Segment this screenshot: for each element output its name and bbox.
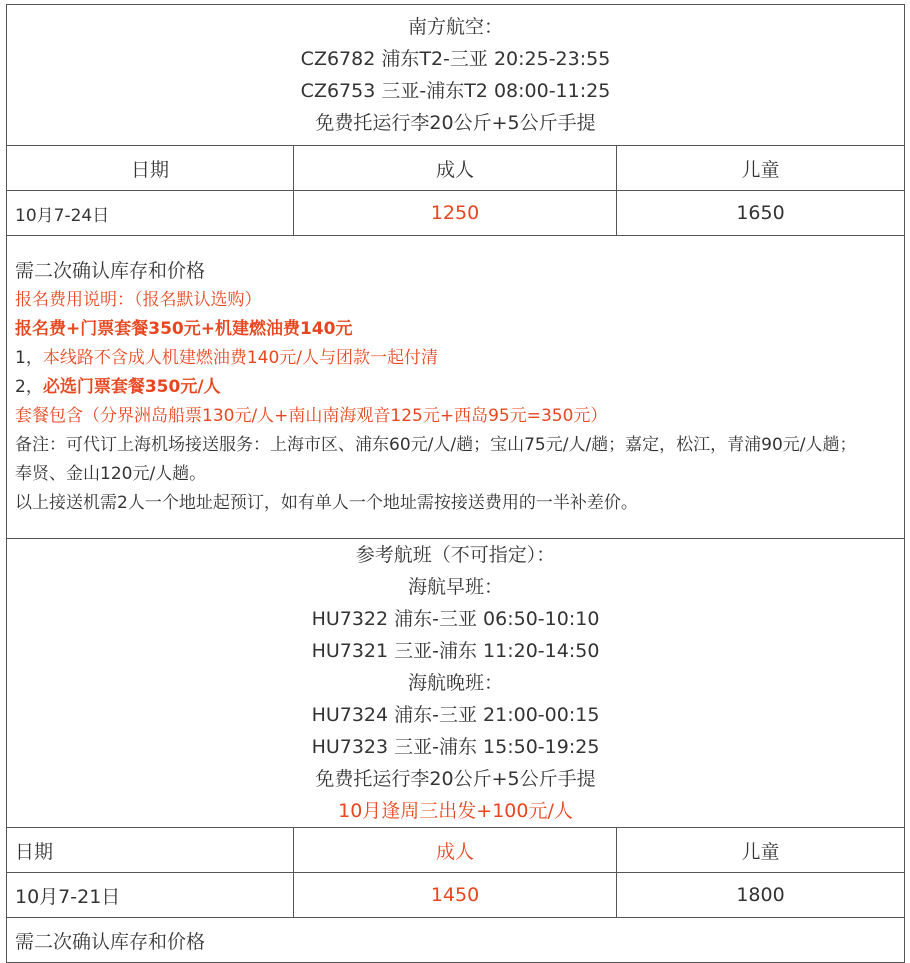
header-adult-2: 成人 (294, 828, 617, 873)
wednesday-surcharge: 10月逢周三出发+100元/人 (338, 800, 573, 822)
footer-block (7, 918, 905, 963)
cell-adult-price-2: 1450 (294, 873, 617, 918)
header-adult: 成人 (294, 146, 617, 191)
table-header-row (7, 146, 905, 191)
footer-confirm-note: 需二次确认库存和价格 (15, 930, 206, 953)
remark-transfer-2: 奉贤、金山120元/人趟。 (15, 463, 207, 484)
price-document (6, 4, 904, 963)
header-child-2: 儿童 (617, 828, 905, 873)
table-header-row-2 (7, 828, 905, 873)
confirm-note: 需二次确认库存和价格 (15, 259, 206, 282)
baggage-allowance-2: 免费托运行李20公斤+5公斤手提 (315, 768, 596, 790)
fee-title: 报名费用说明：（报名默认选购） (15, 289, 262, 310)
fee-item-1-text: 本线路不含成人机建燃油费140元/人与团款一起付清 (42, 347, 439, 368)
baggage-allowance: 免费托运行李20公斤+5公斤手提 (315, 112, 596, 134)
header-child: 儿童 (617, 146, 905, 191)
table-row-2 (7, 873, 905, 918)
flight-block-csair (7, 5, 905, 146)
table-row (7, 191, 905, 236)
remark-transfer: 备注：可代订上海机场接送服务：上海市区、浦东60元/人/趟；宝山75元/人/趟；嘉定，松江，青浦90元/人趟； (15, 434, 857, 455)
cell-date-2: 10月7-21日 (7, 873, 294, 918)
flight-outbound: CZ6782 浦东T2-三亚 20:25-23:55 (300, 48, 611, 70)
reference-flights-title: 参考航班（不可指定）： (355, 544, 556, 566)
flight-block-hainan (7, 539, 905, 828)
header-date-2: 日期 (7, 828, 294, 873)
price-table (6, 4, 905, 963)
remark-transfer-3: 以上接送机需2人一个地址起预订，如有单人一个地址需按接送费用的一半补差价。 (15, 492, 638, 513)
late-flight-return: HU7323 三亚-浦东 15:50-19:25 (311, 736, 600, 758)
fee-summary: 报名费+门票套餐350元+机建燃油费140元 (15, 318, 353, 339)
notes-block (7, 236, 905, 539)
fee-item-1 (15, 344, 896, 373)
late-flight-outbound: HU7324 浦东-三亚 21:00-00:15 (311, 704, 600, 726)
early-flights-label: 海航早班： (407, 576, 503, 598)
fee-item-2 (15, 373, 896, 402)
cell-child-price-2: 1800 (617, 873, 905, 918)
fee-item-1-prefix: 1， (15, 347, 43, 368)
late-flights-label: 海航晚班： (407, 672, 503, 694)
cell-date: 10月7-24日 (7, 191, 294, 236)
cell-adult-price: 1250 (294, 191, 617, 236)
fee-item-2-text: 必选门票套餐350元/人 (42, 376, 221, 397)
early-flight-return: HU7321 三亚-浦东 11:20-14:50 (311, 640, 600, 662)
fee-item-2-prefix: 2， (15, 376, 43, 397)
cell-child-price: 1650 (617, 191, 905, 236)
flight-return: CZ6753 三亚-浦东T2 08:00-11:25 (300, 80, 611, 102)
early-flight-outbound: HU7322 浦东-三亚 06:50-10:10 (311, 608, 600, 630)
package-detail: 套餐包含（分界洲岛船票130元/人+南山南海观音125元+西岛95元=350元） (15, 405, 608, 426)
airline-title: 南方航空： (407, 16, 503, 38)
header-date: 日期 (7, 146, 294, 191)
